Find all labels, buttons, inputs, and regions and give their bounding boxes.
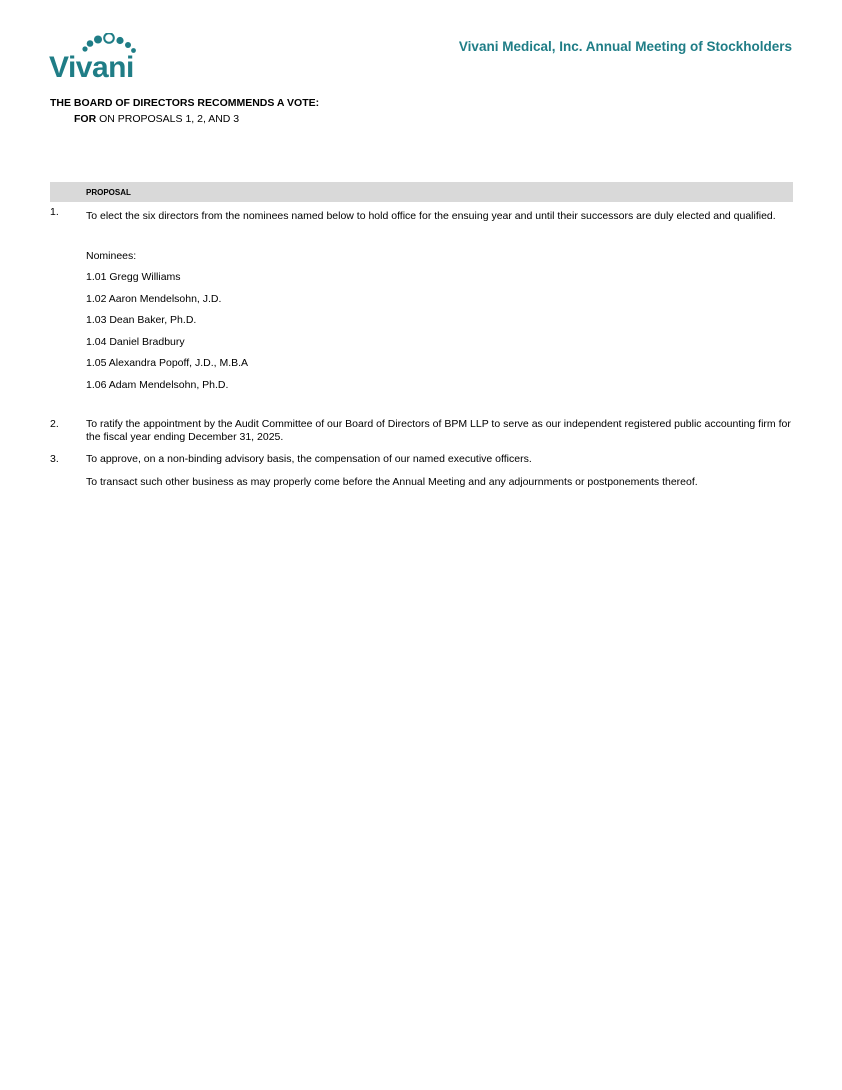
vivani-logo (49, 33, 147, 79)
proposal-header-label: PROPOSAL (86, 188, 131, 197)
nominees-label: Nominees: (86, 250, 137, 262)
nominee-item: 1.04 Daniel Bradbury (86, 336, 185, 348)
nominee-item: 1.02 Aaron Mendelsohn, J.D. (86, 293, 222, 305)
proposal-header-bar (50, 182, 793, 202)
nominee-item: 1.03 Dean Baker, Ph.D. (86, 314, 197, 326)
proposal-1-number: 1. (50, 206, 59, 218)
recommendation-line (74, 113, 239, 125)
document-title: Vivani Medical, Inc. Annual Meeting of Stockholders (458, 39, 792, 54)
recommendation-heading: THE BOARD OF DIRECTORS RECOMMENDS A VOTE: (50, 97, 320, 109)
proposal-3-number: 3. (50, 453, 59, 465)
vote-for-label: FOR (74, 113, 97, 125)
proposal-2-number: 2. (50, 418, 59, 430)
svg-text:Vivani: Vivani (49, 51, 134, 79)
proposal-3-text: To approve, on a non-binding advisory basis, the compensation of our named executive officers. (86, 453, 532, 465)
recommendation-scope: ON PROPOSALS 1, 2, AND 3 (96, 113, 240, 125)
nominee-item: 1.05 Alexandra Popoff, J.D., M.B.A (86, 357, 249, 369)
nominee-item: 1.01 Gregg Williams (86, 271, 181, 283)
other-business-text: To transact such other business as may properly come before the Annual Meeting and any adjournments or postponements thereof. (86, 476, 698, 488)
nominee-item: 1.06 Adam Mendelsohn, Ph.D. (86, 379, 229, 391)
proposal-1-text: To elect the six directors from the nominees named below to hold office for the ensuing year and until their successors are duly elected and qualified. (86, 210, 776, 222)
proposal-2-text: To ratify the appointment by the Audit Committee of our Board of Directors of BPM LLP to serve as our independent registered public accounting firm for the fiscal year ending December 31, 2025. (86, 418, 791, 443)
